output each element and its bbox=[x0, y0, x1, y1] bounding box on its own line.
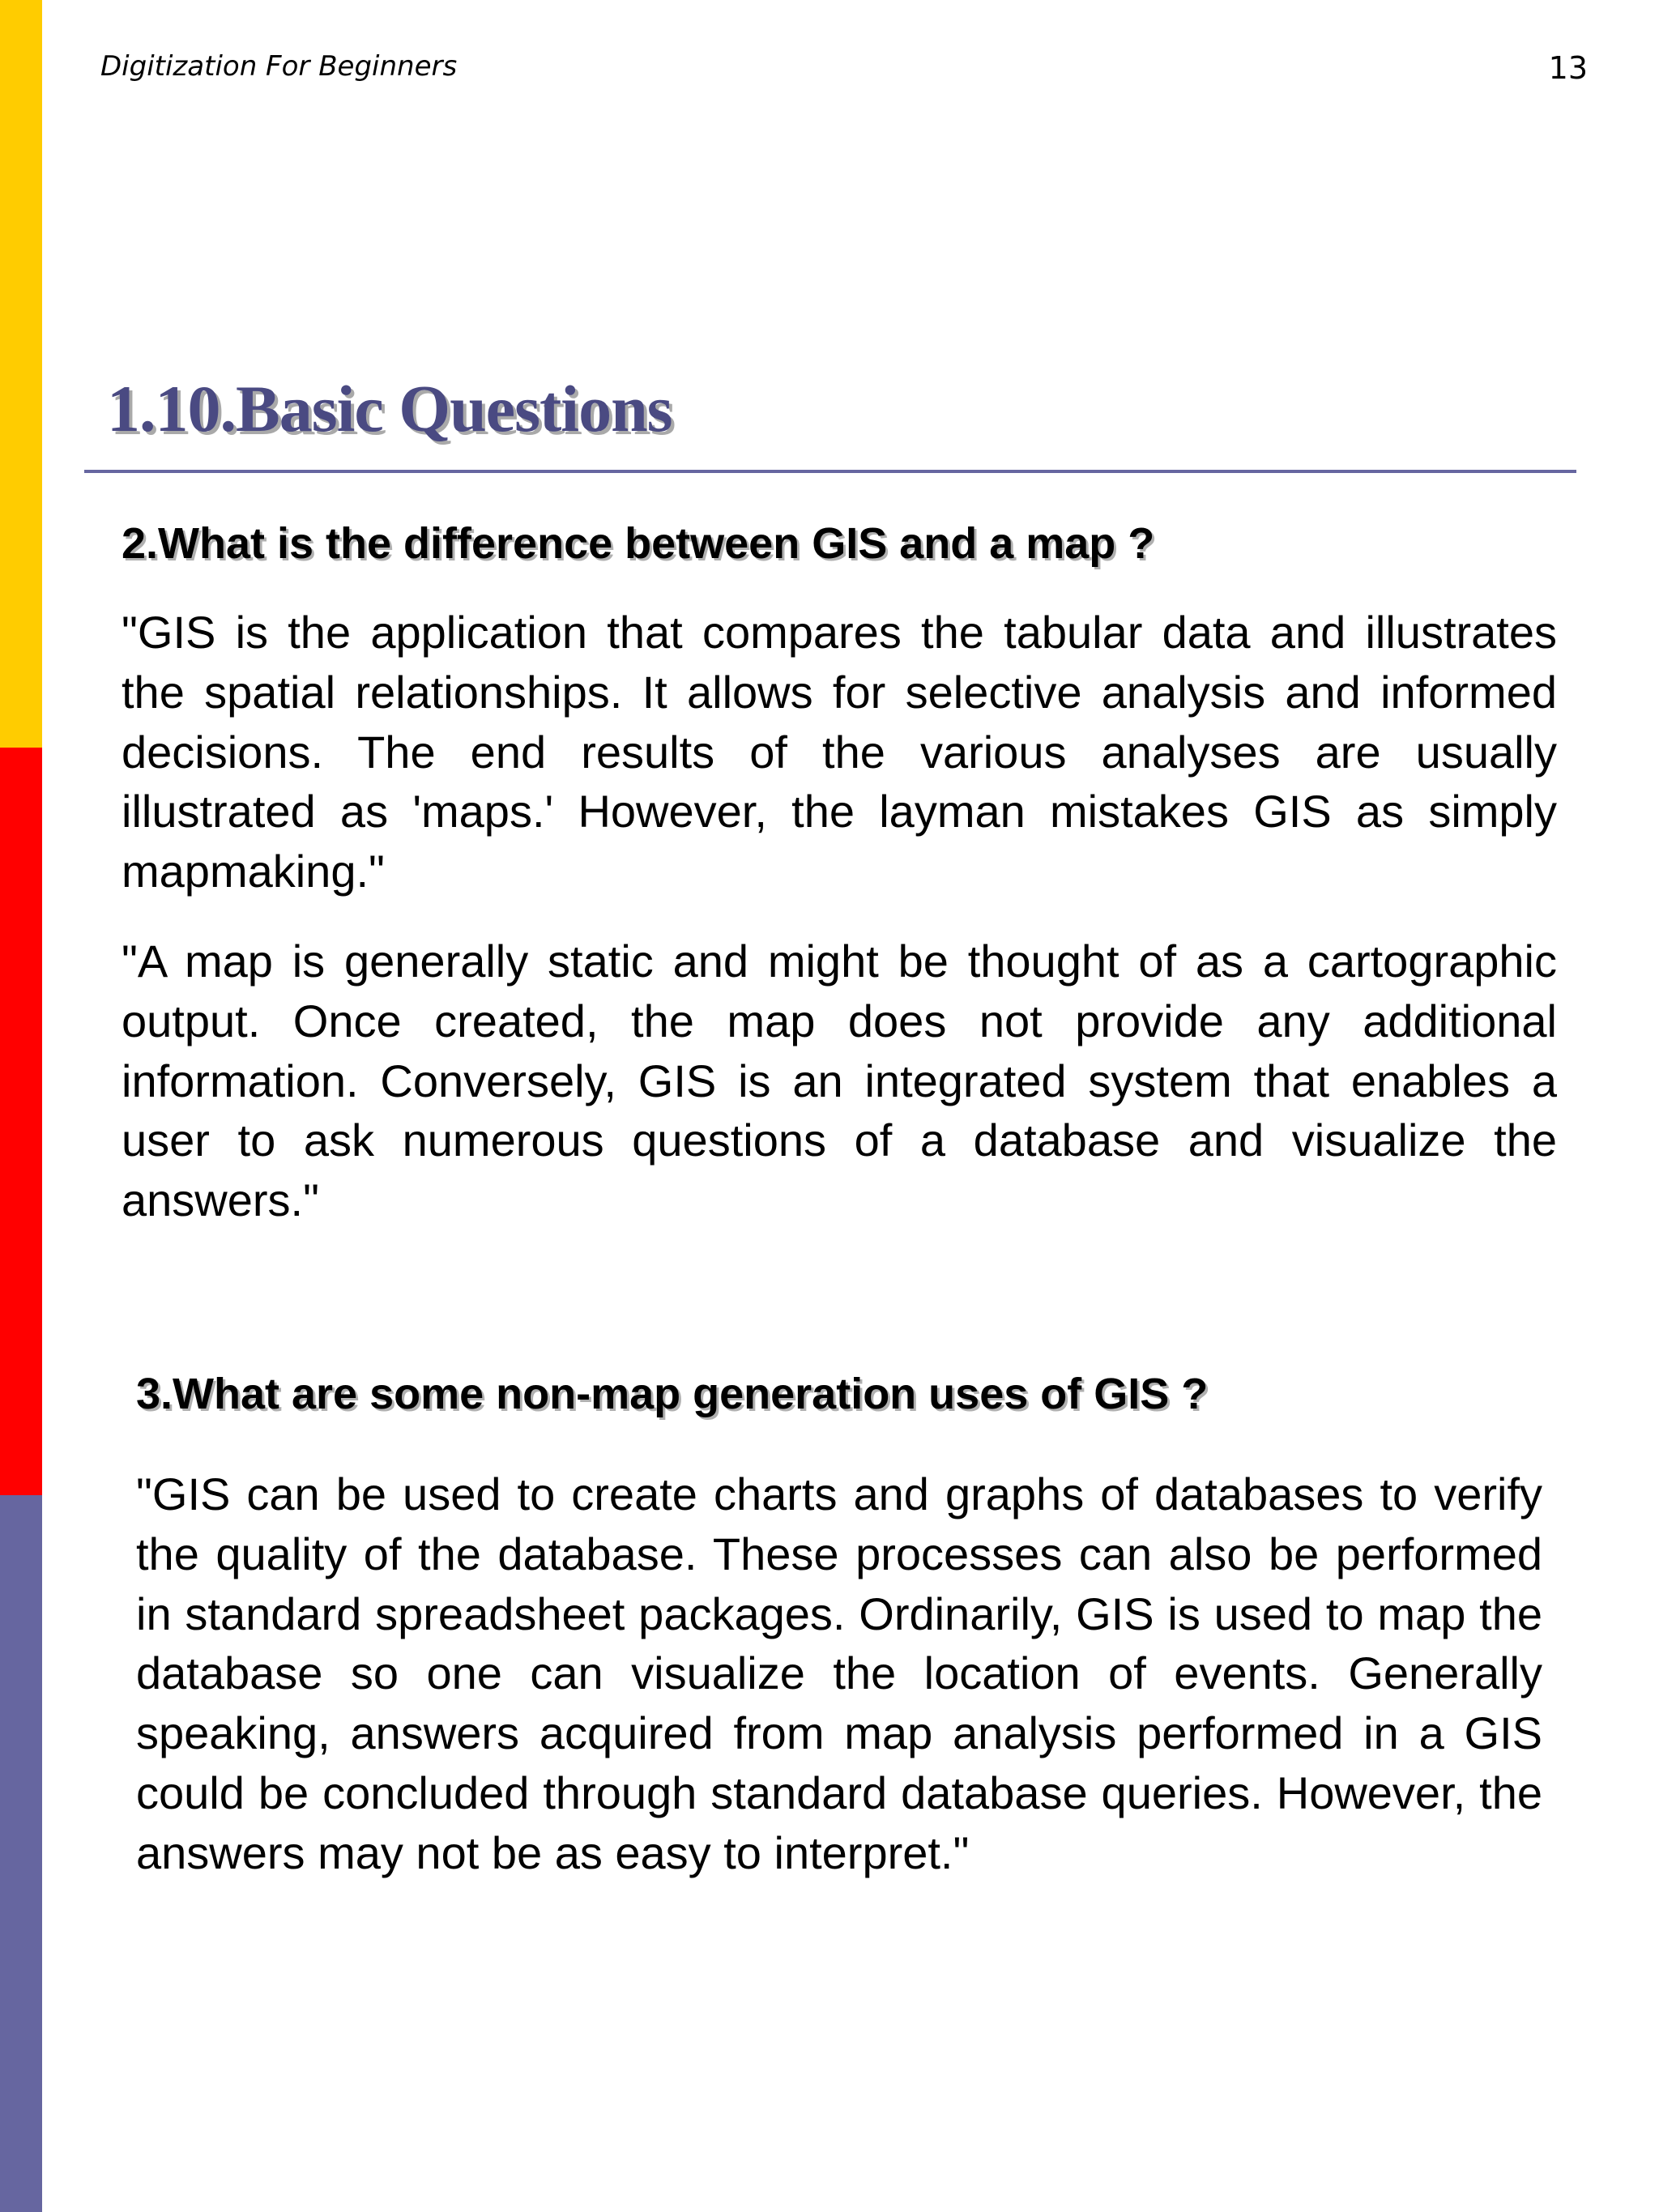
question-heading: 3.What are some non-map generation uses of GIS ? bbox=[136, 1370, 1209, 1418]
question-heading: 2.What is the difference between GIS and a map ? bbox=[122, 519, 1155, 568]
page-number: 13 bbox=[1548, 50, 1588, 86]
sidebar-purple-stripe bbox=[0, 1495, 42, 2212]
answer-paragraph: "GIS is the application that compares the tabular data and illustrates the spatial relationships. It allows for selective analysis and informed decisions. The end results of the various analyses are usually illustrated as 'maps.' However, the layman mistakes GIS as simply mapmaking." bbox=[122, 607, 1557, 897]
answer-paragraph: "A map is generally static and might be thought of as a cartographic output. Once created, the map does not provide any additional information. Conversely, GIS is an integrated system that enables a user to ask numerous questions of a database and visualize the answers." bbox=[122, 936, 1557, 1226]
sidebar-yellow-stripe bbox=[0, 0, 42, 748]
answer-paragraph: "GIS can be used to create charts and graphs of databases to verify the quality of the database. These processes can also be performed in standard spreadsheet packages. Ordinarily, GIS is used to map the database so one can visualize the location of events. Generally speaking, answers acquired from map analysis performed in a GIS could be concluded through standard database queries. However, the answers may not be as easy to interpret." bbox=[136, 1468, 1542, 1878]
running-header: Digitization For Beginners bbox=[100, 50, 458, 83]
section-title: 1.10.Basic Questions bbox=[107, 372, 672, 445]
sidebar-red-stripe bbox=[0, 748, 42, 1495]
title-divider bbox=[84, 470, 1576, 473]
